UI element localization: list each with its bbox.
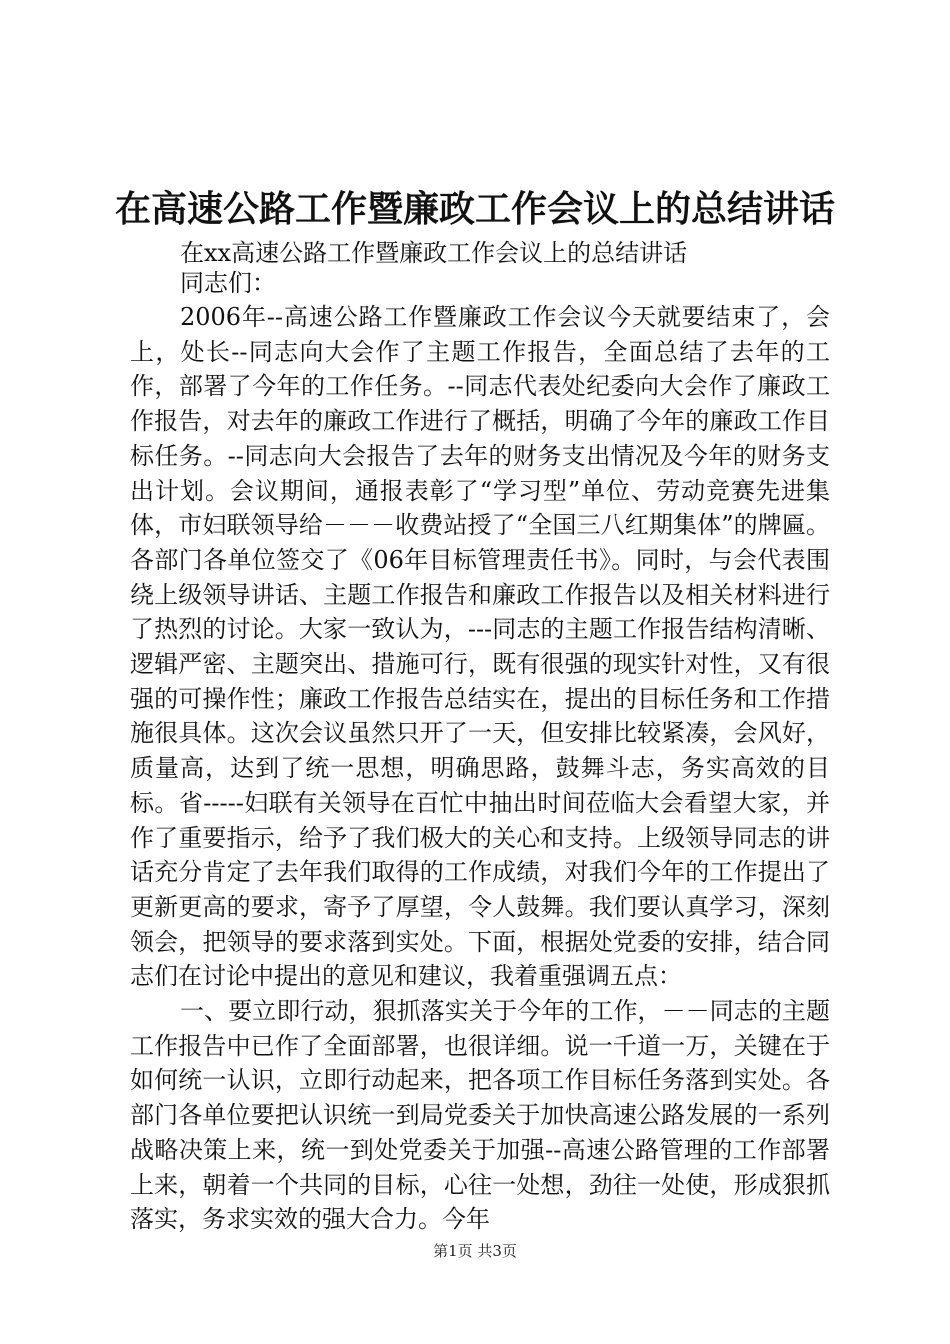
salutation: 同志们： <box>180 269 276 297</box>
paragraph: 2006年--高速公路工作暨廉政工作会议今天就要结束了，会上，处长--同志向大会作了主题工作报告，全面总结了去年的工作，部署了今年的工作任务。--同志代表处纪委向大会作了廉政工作报告，对去年的廉政工作进行了概括，明确了今年的廉政工作目标任务。--同志向大会报告了去年的财务支出情况及今年的财务支出计划。会议期间，通报表彰了“学习型”单位、劳动竞赛先进集体，市妇联领导给－－－收费站授了“全国三八红期集体”的牌匾。各部门各单位签交了《06年目标管理责任书》。同时，与会代表围绕上级领导讲话、主题工作报告和廉政工作报告以及相关材料进行了热烈的讨论。大家一致认为，---同志的主题工作报告结构清晰、逻辑严密、主题突出、措施可行，既有很强的现实针对性，又有很强的可操作性；廉政工作报告总结实在，提出的目标任务和工作措施很具体。这次会议虽然只开了一天，但安排比较紧凑，会风好，质量高，达到了统一思想，明确思路，鼓舞斗志，务实高效的目标。省-----妇联有关领导在百忙中抽出时间莅临大会看望大家，并作了重要指示，给予了我们极大的关心和支持。上级领导同志的讲话充分肯定了去年我们取得的工作成绩，对我们今年的工作提出了更新更高的要求，寄予了厚望，令人鼓舞。我们要认真学习，深刻领会，把领导的要求落到实处。下面，根据处党委的安排，结合同志们在讨论中提出的意见和建议，我着重强调五点： <box>130 303 830 991</box>
paragraph: 一、要立即行动，狠抓落实关于今年的工作，－－同志的主题工作报告中已作了全面部署，也很详细。说一千道一万，关键在于如何统一认识，立即行动起来，把各项工作目标任务落到实处。各部门各单位要把认识统一到局党委关于加快高速公路发展的一系列战略决策上来，统一到处党委关于加强--高速公路管理的工作部署上来，朝着一个共同的目标，心往一处想，劲往一处使，形成狠抓落实，务求实效的强大合力。今年 <box>130 997 830 1234</box>
page-footer: 第1页 共3页 <box>433 1242 517 1260</box>
document-body <box>130 300 830 1237</box>
document-subtitle: 在xx高速公路工作暨廉政工作会议上的总结讲话 <box>180 239 688 267</box>
document-title: 在高速公路工作暨廉政工作会议上的总结讲话 <box>114 188 835 230</box>
